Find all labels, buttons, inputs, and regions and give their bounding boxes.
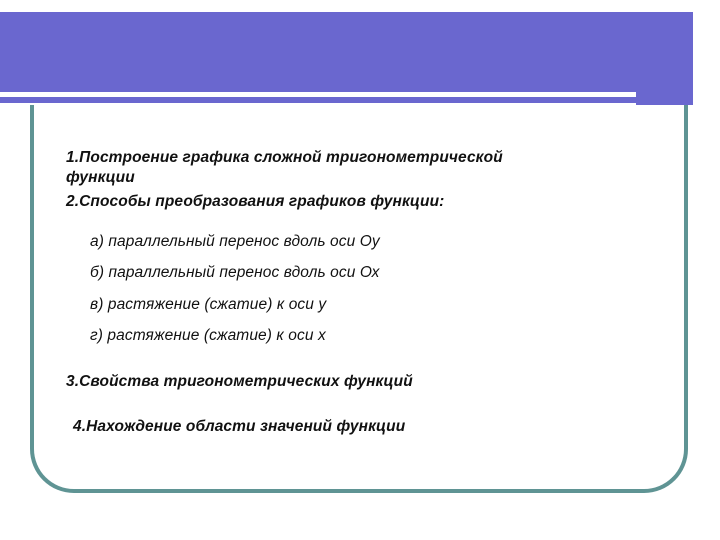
sub-item-b: б) параллельный перенос вдоль оси Ох (90, 264, 380, 281)
list-item-4: 4.Нахождение области значений функции (73, 418, 406, 435)
list-item-3: 3.Свойства тригонометрических функций (66, 373, 413, 390)
header-divider-blue (0, 97, 636, 103)
list-item-2: 2.Способы преобразования графиков функции: (66, 193, 445, 210)
list-item-1-line-1: 1.Построение графика сложной тригонометрической (66, 149, 503, 166)
sub-item-d: г) растяжение (сжатие) к оси х (90, 327, 326, 344)
sub-item-c: в) растяжение (сжатие) к оси у (90, 296, 327, 313)
header-band (0, 12, 693, 92)
sub-item-a: а) параллельный перенос вдоль оси Оу (90, 233, 380, 250)
list-item-1-line-2: функции (66, 169, 135, 186)
header-accent-block (636, 12, 693, 105)
